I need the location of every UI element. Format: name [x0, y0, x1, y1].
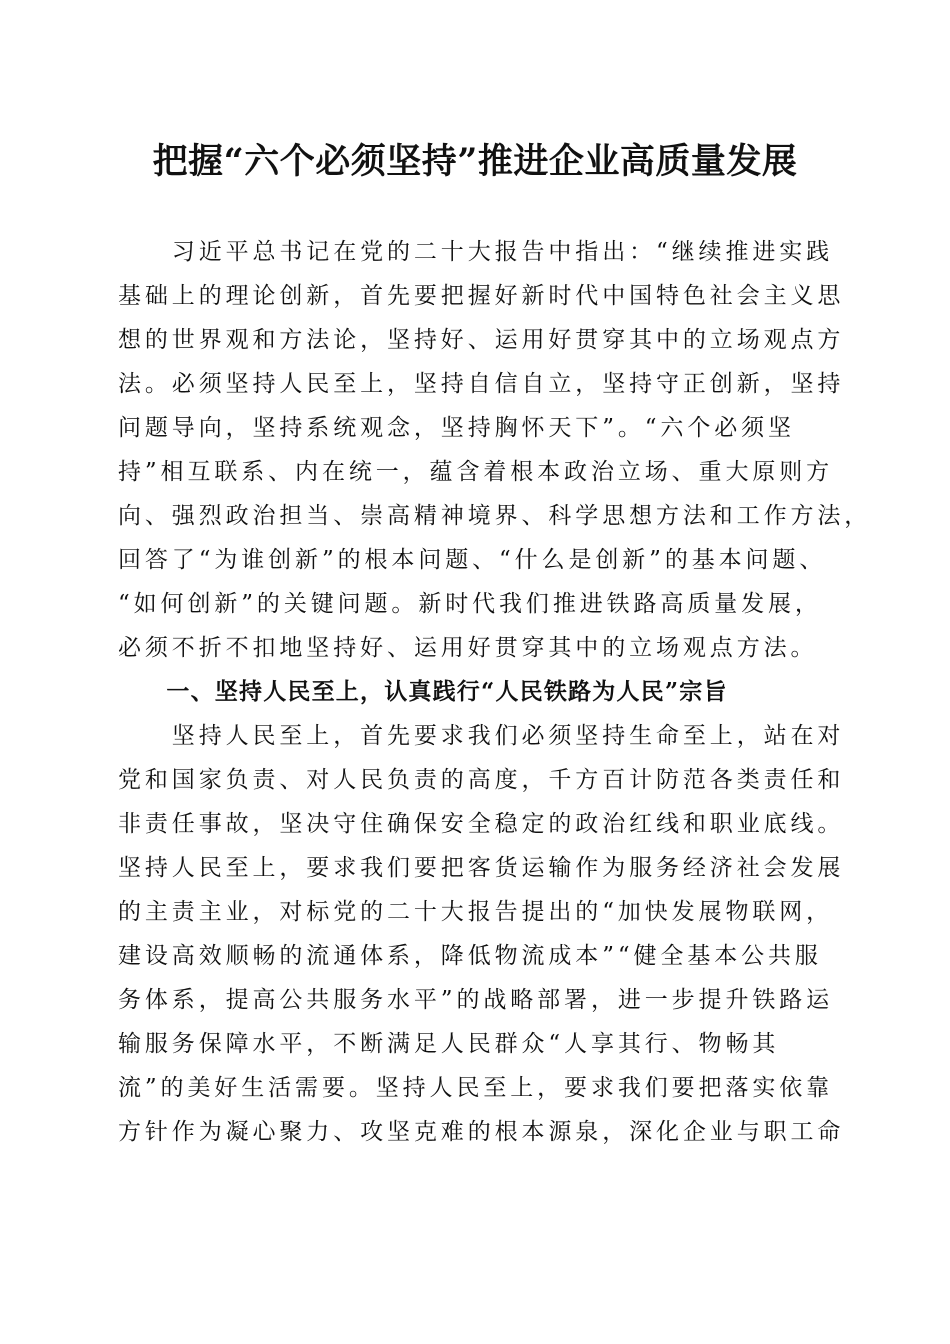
- paragraph-line: 方针作为凝心聚力、攻坚克难的根本源泉，深化企业与职工命: [118, 1119, 845, 1145]
- paragraph-line: 回答了“为谁创新”的根本问题、“什么是创新”的基本问题、: [118, 547, 827, 573]
- paragraph-line: 务体系，提高公共服务水平”的战略部署，进一步提升铁路运: [118, 987, 834, 1013]
- paragraph-line: 建设高效顺畅的流通体系，降低物流成本”“健全基本公共服: [118, 943, 822, 969]
- paragraph-line: 坚持人民至上，首先要求我们必须坚持生命至上，站在对: [118, 723, 845, 749]
- section-heading: 一、坚持人民至上，认真践行“人民铁路为人民”宗旨: [118, 678, 728, 705]
- paragraph-line: 非责任事故，坚决守住确保安全稳定的政治红线和职业底线。: [118, 811, 845, 837]
- paragraph-line: “如何创新”的关键问题。新时代我们推进铁路高质量发展，: [118, 591, 822, 617]
- paragraph-line: 党和国家负责、对人民负责的高度，千方百计防范各类责任和: [118, 767, 845, 793]
- paragraph-line: 坚持人民至上，要求我们要把客货运输作为服务经济社会发展: [118, 855, 845, 881]
- paragraph-line: 想的世界观和方法论，坚持好、运用好贯穿其中的立场观点方: [118, 327, 845, 353]
- paragraph-line: 必须不折不扣地坚持好、运用好贯穿其中的立场观点方法。: [118, 635, 818, 661]
- paragraph-line: 持”相互联系、内在统一，蕴含着根本政治立场、重大原则方: [118, 459, 834, 485]
- paragraph-line: 问题导向，坚持系统观念，坚持胸怀天下”。“六个必须坚: [118, 415, 795, 441]
- document-title: 把握“六个必须坚持”推进企业高质量发展: [152, 141, 798, 182]
- paragraph-line: 流”的美好生活需要。坚持人民至上，要求我们要把落实依靠: [118, 1075, 834, 1101]
- paragraph-line: 法。必须坚持人民至上，坚持自信自立，坚持守正创新，坚持: [118, 371, 845, 397]
- paragraph-line: 的主责主业，对标党的二十大报告提出的“加快发展物联网，: [118, 899, 834, 925]
- paragraph-line: 向、强烈政治担当、崇高精神境界、科学思想方法和工作方法，: [118, 503, 872, 529]
- paragraph-line: 习近平总书记在党的二十大报告中指出：“继续推进实践: [118, 239, 834, 265]
- paragraph-line: 基础上的理论创新，首先要把握好新时代中国特色社会主义思: [118, 283, 845, 309]
- paragraph-line: 输服务保障水平，不断满足人民群众“人享其行、物畅其: [118, 1031, 780, 1057]
